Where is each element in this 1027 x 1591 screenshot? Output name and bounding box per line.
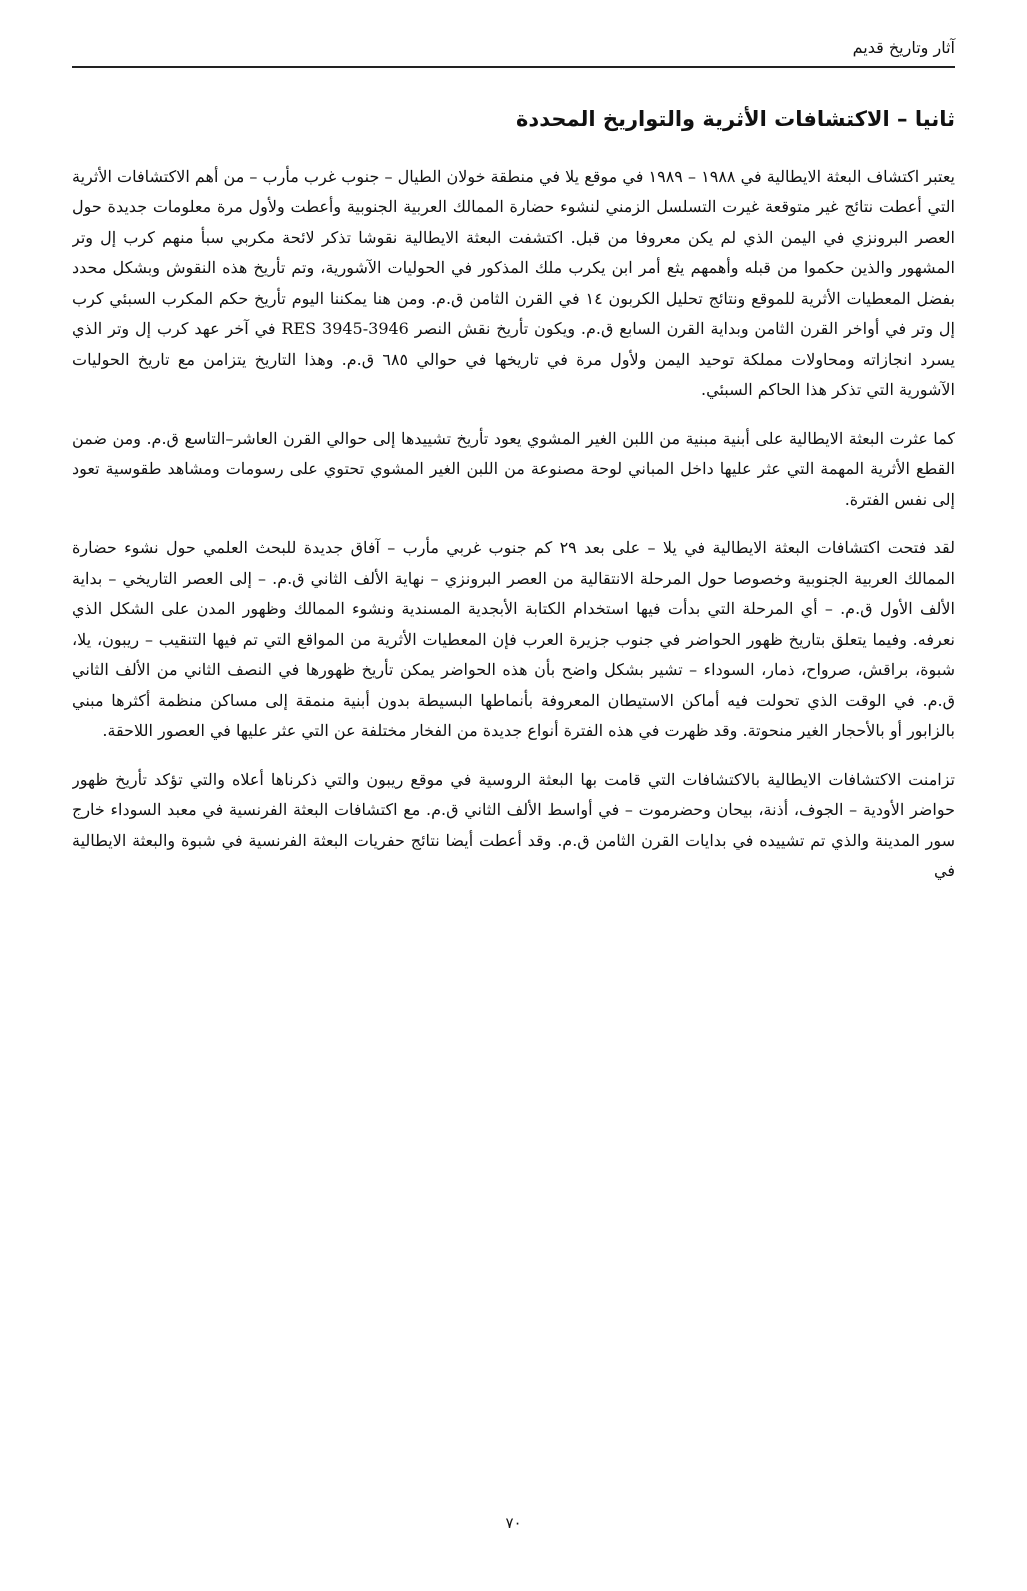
section-heading: ثانيا – الاكتشافات الأثرية والتواريخ المحددة bbox=[516, 107, 955, 131]
paragraph-yala-discoveries: يعتبر اكتشاف البعثة الايطالية في ١٩٨٨ – ١٩٨٩ في موقع يلا في منطقة خولان الطيال – جنوب غرب مأرب – من أهم الاكتشافات الأثرية التي أعطت نتائج غير متوقعة غيرت التسلسل الزمني لنشوء حضارة الممالك العربية الجنوبية وأعطت ولأول مرة معلومات جديدة حول العصر البرونزي في اليمن الذي لم يكن معروفا من قبل. اكتشفت البعثة الايطالية نقوشا تذكر لائحة مكربي سبأ منهم كرب إل وتر المشهور والذين حكموا من قبله وأهمهم يثع أمر ابن يكرب ملك المذكور في الحوليات الآشورية، وتم تأريخ هذه النقوش وبشكل محدد بفضل المعطيات الأثرية للموقع ونتائج تحليل الكربون ١٤ في القرن الثامن ق.م. ومن هنا يمكننا اليوم تأريخ حكم المكرب السبئي كرب إل وتر في أواخر القرن الثامن وبداية القرن السابع ق.م. ويكون تأريخ نقش النصر RES 3945-3946 في آخر عهد كرب إل وتر الذي يسرد انجازاته ومحاولات مملكة توحيد اليمن ولأول مرة في تاريخها في حوالي ٦٨٥ ق.م. وهذا التاريخ يتزامن مع تاريخ الحوليات الآشورية التي تذكر هذا الحاكم السبئي. bbox=[72, 166, 955, 399]
running-title: آثار وتاريخ قديم bbox=[852, 38, 955, 57]
paragraph-mudbrick-buildings: كما عثرت البعثة الايطالية على أبنية مبنية من اللبن الغير المشوي يعود تأريخ تشييدها إلى حوالي القرن العاشر–التاسع ق.م. ومن ضمن القطع الأثرية المهمة التي عثر عليها داخل المباني لوحة مصنوعة من اللبن الغير المشوي تحتوي على رسومات ومشاهد طقوسية تعود إلى نفس الفترة. bbox=[72, 428, 955, 509]
page-number: ٧٠ bbox=[505, 1514, 522, 1532]
body-text bbox=[72, 104, 955, 1404]
running-header bbox=[72, 38, 955, 72]
paragraph-russian-french-missions: تزامنت الاكتشافات الايطالية بالاكتشافات التي قامت بها البعثة الروسية في موقع ريبون والتي ذكرناها أعلاه والتي تؤكد تأريخ ظهور حواضر الأودية – الجوف، أذنة، بيحان وحضرموت – في أواسط الألف الثاني ق.م. مع اكتشافات البعثة الفرنسية في معبد السوداء خارج سور المدينة والذي تم تشييده في بدايات القرن الثامن ق.م. وقد أعطت أيضا نتائج حفريات البعثة الفرنسية في شبوة والبعثة الايطالية في bbox=[72, 769, 955, 880]
paragraph-bronze-age-transition: لقد فتحت اكتشافات البعثة الايطالية في يلا – على بعد ٢٩ كم جنوب غربي مأرب – آفاق جديدة للبحث العلمي حول نشوء حضارة الممالك العربية الجنوبية وخصوصا حول المرحلة الانتقالية من العصر البرونزي – نهاية الألف الثاني ق.م. – إلى العصر التاريخي – بداية الألف الأول ق.م. – أي المرحلة التي بدأت فيها استخدام الكتابة الأبجدية المسندية ونشوء الممالك وظهور المدن على الشكل الذي نعرفه. وفيما يتعلق بتاريخ ظهور الحواضر في جنوب جزيرة العرب فإن المعطيات الأثرية من المواقع التي تم فيها التنقيب – ريبون، يلا، شبوة، براقش، صرواح، ذمار، السوداء – تشير بشكل واضح بأن هذه الحواضر يمكن تأريخ ظهورها في النصف الثاني من الألف الثاني ق.م. في الوقت الذي تحولت فيه أماكن الاستيطان المعروفة بأنماطها البسيطة بدون أبنية منمقة إلى مساكن منظمة أكثرها مبني بالزابور أو بالأحجار الغير منحوتة. وقد ظهرت في هذه الفترة أنواع جديدة من الفخار مختلفة عن التي عثر عليها في العصور اللاحقة. bbox=[72, 538, 955, 740]
header-rule bbox=[72, 66, 955, 68]
